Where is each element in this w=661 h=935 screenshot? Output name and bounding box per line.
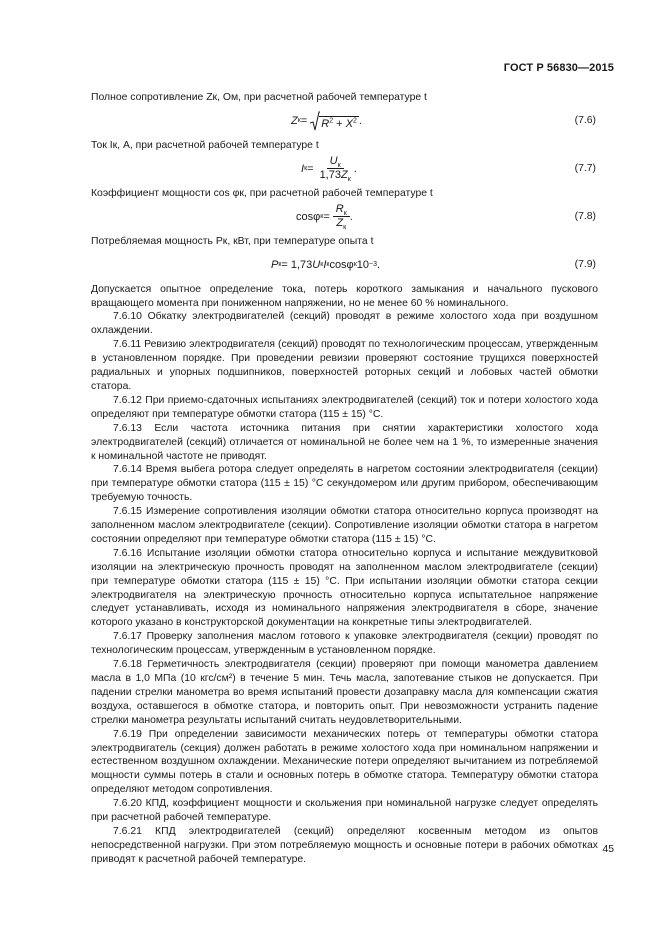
paragraph-note: Допускается опытное определение тока, потерь короткого замыкания и начального пускового вращающего момента при пониженном напряжении, но не менее 60 % номинального. bbox=[91, 283, 598, 309]
page-number: 45 bbox=[602, 844, 614, 855]
fraction: $\frac{R_к}{Z_к}$ bbox=[333, 203, 350, 230]
paragraph-7-6-11: 7.6.11 Ревизию электродвигателя (секций) проводят по технологическим процессам, утвержденным в установленном порядке. При проведении ревизии проверяют состояние трущихся поверхностей радиальных и упорных подшипников, поверхностей роторных секций и лобовых частей обмотки статора. bbox=[91, 339, 598, 392]
paragraph-7-6-20: 7.6.20 КПД, коэффициент мощности и скольжения при номинальной нагрузке следует определять при расчетной рабочей температуре. bbox=[91, 798, 598, 824]
paragraph-7-6-21: 7.6.21 КПД электродвигателей (секций) определяют косвенным методом из опытов непосредственной нагрузки. При этом потребляемую мощность и основные потери в рабочих обмотках приводят к расчетной рабочей температуре. bbox=[91, 825, 598, 865]
formula-7-8: cosφ к = $\frac{R_к}{Z_к}$ . (7.8) bbox=[296, 203, 596, 232]
formula-7-7: I к = $\frac{U_к}{1,73Z_к}$ . (7.7) bbox=[301, 155, 596, 184]
paragraph-7-6-12: 7.6.12 При приемо-сдаточных испытаниях электродвигателей (секций) ток и потери холостого хода определяют при температуре обмотки статора (115 ± 15) °С. bbox=[91, 394, 598, 420]
paragraph-7-6-13: 7.6.13 Если частота источника питания при снятии характеристики холостого хода электродвигателей (секций) отличается от номинальной не более чем на 1 %, то измеренные значения к номинальной частоте не приводят. bbox=[91, 422, 598, 462]
paragraph-7-6-15: 7.6.15 Измерение сопротивления изоляции обмотки статора относительно корпуса производят на заполненном маслом электродвигателе (секции). Сопротивление изоляции обмотки статора в нагретом состоянии определяют при температуре обмотки статора (115 ± 15) °С. bbox=[91, 506, 598, 545]
standard-designation: ГОСТ Р 56830—2015 bbox=[503, 62, 614, 74]
paragraph-7-6-19: 7.6.19 При определении зависимости механических потерь от температуры обмотки статора электродвигатель (секция) должен работать в режиме холостого хода при номинальном напряжении и естественном воздушном охлаждении. Механические потери определяют вычитанием из потребляемой мощности суммы потерь в стали и основных потерь в обмотке статора. Температуру обмотки статора определяют методом сопротивления. bbox=[91, 728, 598, 796]
formula-lead-7-7: Ток Iк, А, при расчетной рабочей температуре t bbox=[91, 139, 319, 151]
formula-lead-7-9: Потребляемая мощность Pк, кВт, при температуре опыта t bbox=[91, 235, 374, 247]
paragraph-7-6-18: 7.6.18 Герметичность электродвигателя (секции) проверяют при помощи манометра давлением масла в 1,0 МПа (10 кгс/см²) в течение 5 мин. Течь масла, запотевание стыков не допускается. При падении стрелки манометра во время испытаний провести дозаправку масла для компенсации сжатия воздуха, оставшегося в обмотке статора, и повторить опыт. При невозможности устранить падение стрелки манометра результаты испытаний считать неудовлетворительными. bbox=[91, 659, 598, 726]
paragraph-7-6-10: 7.6.10 Обкатку электродвигателей (секций) проводят в режиме холостого хода при воздушном охлаждении. bbox=[91, 311, 598, 337]
formula-number: (7.6) bbox=[574, 114, 596, 126]
paragraph-7-6-17: 7.6.17 Проверку заполнения маслом готового к упаковке электродвигателя (секции) проводят по технологическим процессам, утвержденным в установленном порядке. bbox=[91, 631, 598, 657]
paragraph-7-6-14: 7.6.14 Время выбега ротора следует определять в нагретом состоянии электродвигателя (секции) при температуре обмотки статора (115 ± 15) °С секундомером или другим прибором, обеспечивающим требуемую точность. bbox=[91, 464, 598, 504]
formula-lead-7-8: Коэффициент мощности cos φк, при расчетной рабочей температуре t bbox=[91, 187, 433, 199]
fraction: $\frac{U_к}{1,73Z_к}$ bbox=[319, 155, 351, 184]
formula-7-9: P к = 1,73 U к I к cosφ к 10 −3 . (7.9) bbox=[271, 258, 596, 271]
formula-lead-7-6: Полное сопротивление Zк, Ом, при расчетной рабочей температуре t bbox=[91, 92, 427, 103]
formula-number: (7.8) bbox=[574, 210, 596, 222]
sqrt-sign: $R^2 + X^2$ bbox=[310, 111, 359, 131]
formula-number: (7.7) bbox=[574, 162, 596, 174]
page-body bbox=[91, 91, 598, 867]
formula-7-6: Z к = $R^2 + X^2$ . (7.6) bbox=[91, 105, 598, 139]
paragraph-7-6-16: 7.6.16 Испытание изоляции обмотки статора относительно корпуса и испытание междувитковой изоляции на электрическую прочность проводят на заполненном маслом электродвигателе (секции) при температуре обмотки статора (115 ± 15) °С. При испытании изоляции обмотки статора секции электродвигателя на электрическую прочность относительно корпуса испытательное напряжение следует устанавливать, исходя из номинального напряжения электродвигателя в сборе, значение которого указано в конструкторской документации на конкретные типы электродвигателей. bbox=[91, 547, 598, 629]
formula-number: (7.9) bbox=[574, 258, 596, 270]
